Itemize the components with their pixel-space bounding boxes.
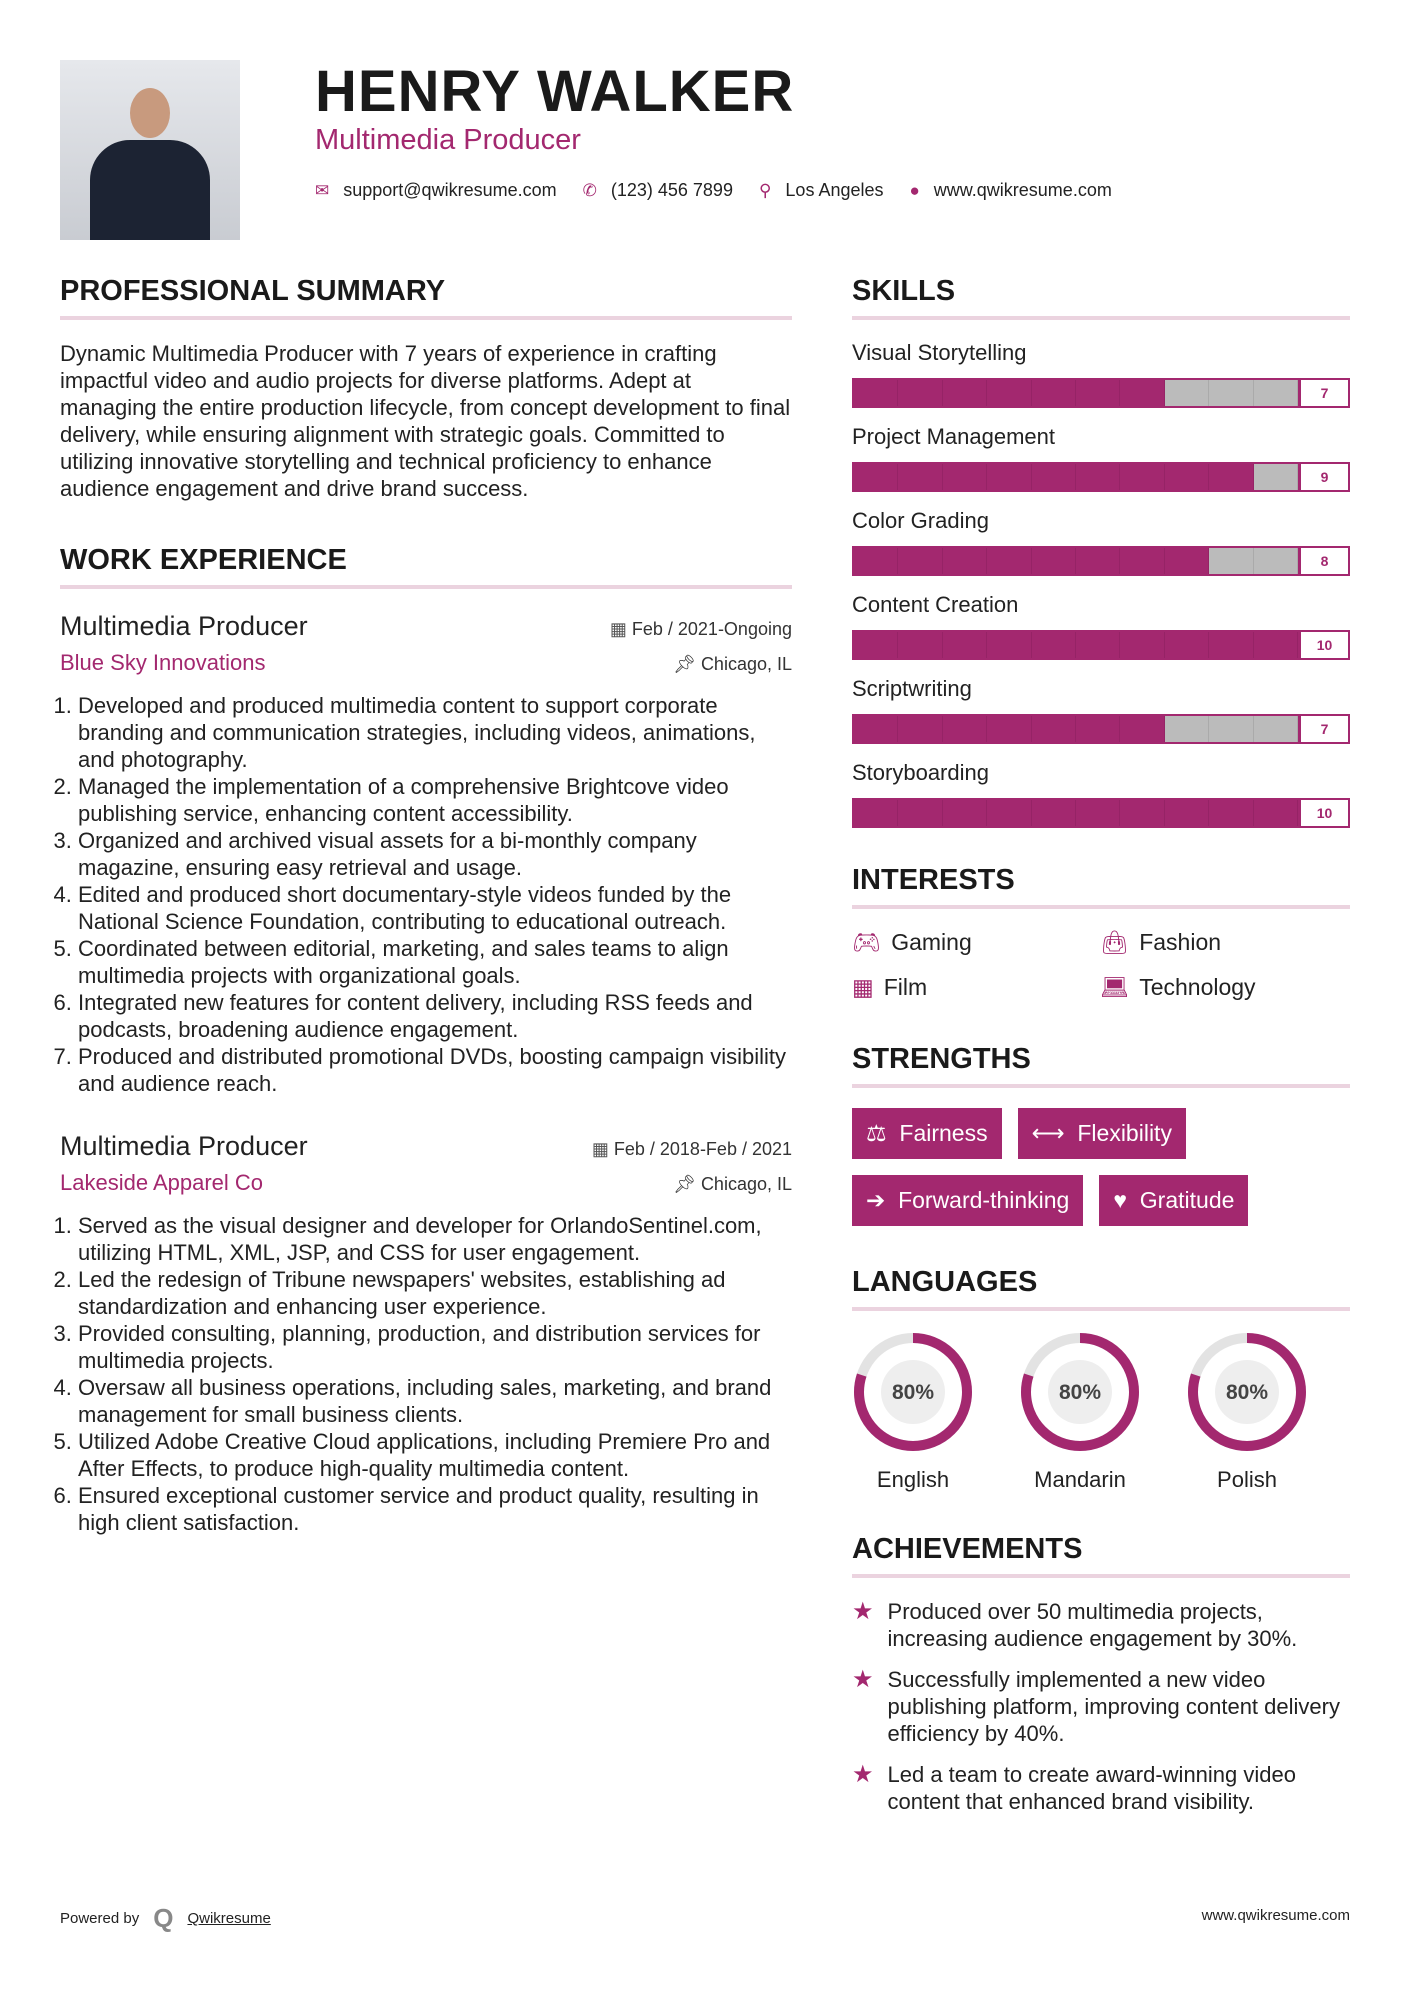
qwikresume-logo-icon: Q xyxy=(153,1903,174,1933)
language-percent: 80% xyxy=(891,1381,935,1404)
achievement-text: Produced over 50 multimedia projects, increasing audience engagement by 30%. xyxy=(887,1599,1298,1651)
arrows-h-icon: ⟷ xyxy=(1031,1120,1065,1146)
skill-segment xyxy=(1165,716,1209,742)
job-entry xyxy=(60,1131,792,1536)
strength-label: Gratitude xyxy=(1139,1187,1235,1213)
skill-segment xyxy=(898,632,942,658)
calendar-icon: ▦ xyxy=(591,1139,614,1159)
language-name: English xyxy=(876,1467,950,1492)
interest-item xyxy=(1100,929,1350,956)
strength-label: Flexibility xyxy=(1077,1120,1172,1146)
language-item xyxy=(1019,1331,1141,1493)
skill-segment xyxy=(898,380,942,406)
job-bullet: 2. Led the redesign of Tribune newspapers' websites, establishing ad standardization and enhancing user experience. xyxy=(78,1266,792,1320)
gamepad-icon: 🎮︎ xyxy=(852,929,882,955)
star-icon: ★ xyxy=(852,1761,874,1788)
pin-icon: 📌︎ xyxy=(673,1174,701,1194)
skill-segment xyxy=(943,548,987,574)
skill-segment xyxy=(987,800,1031,826)
skill-segment xyxy=(1165,548,1209,574)
skill-score: 9 xyxy=(1298,464,1348,490)
language-name: Polish xyxy=(1217,1467,1277,1492)
skill-segment xyxy=(898,716,942,742)
globe-icon: ● xyxy=(909,180,920,200)
skill-item xyxy=(852,676,1350,744)
envelope-icon: ✉ xyxy=(315,180,330,200)
skill-name: Visual Storytelling xyxy=(852,340,1027,365)
skill-segment xyxy=(1209,464,1253,490)
phone-icon: ✆ xyxy=(582,180,597,200)
language-ring xyxy=(852,1331,974,1453)
brand-link[interactable]: Qwikresume xyxy=(187,1910,271,1927)
bag-icon: 👜︎ xyxy=(1100,929,1130,955)
skill-segment xyxy=(1254,548,1298,574)
skill-segment xyxy=(1120,380,1164,406)
right-column xyxy=(852,275,1350,1829)
skill-name: Scriptwriting xyxy=(852,676,972,701)
job-bullet: 4. Edited and produced short documentary-style videos funded by the National Science Foundation, contributing to educational outreach. xyxy=(78,881,792,935)
skill-segment xyxy=(1254,464,1298,490)
achievements-heading: ACHIEVEMENTS xyxy=(852,1533,1350,1578)
job-bullet: 6. Ensured exceptional customer service and product quality, resulting in high client satisfaction. xyxy=(78,1482,792,1536)
job-bullet: 1. Served as the visual designer and developer for OrlandoSentinel.com, utilizing HTML, XML, JSP, and CSS for user engagement. xyxy=(78,1212,792,1266)
job-bullet: 5. Utilized Adobe Creative Cloud applications, including Premiere Pro and After Effects, to produce high-quality multimedia content. xyxy=(78,1428,792,1482)
skill-segment xyxy=(987,548,1031,574)
job-bullet: 6. Integrated new features for content delivery, including RSS feeds and podcasts, broadening audience engagement. xyxy=(78,989,792,1043)
skill-segment xyxy=(898,548,942,574)
skill-segment xyxy=(1120,632,1164,658)
job-bullet: 3. Organized and archived visual assets for a bi-monthly company magazine, ensuring easy retrieval and usage. xyxy=(78,827,792,881)
skill-segment xyxy=(987,464,1031,490)
footer-site[interactable]: www.qwikresume.com xyxy=(1201,1907,1350,1924)
interest-item xyxy=(852,974,1100,1001)
phone: (123) 456 7899 xyxy=(610,180,733,200)
skill-name: Content Creation xyxy=(852,592,1019,617)
map-marker-icon: ⚲ xyxy=(758,180,772,200)
arrow-right-icon: ➔ xyxy=(866,1187,886,1213)
heart-icon: ♥ xyxy=(1113,1187,1128,1213)
skill-segment xyxy=(987,716,1031,742)
job-bullet: 1. Developed and produced multimedia content to support corporate branding and communication strategies, including videos, animations, and photography. xyxy=(78,692,792,773)
job-location: Chicago, IL xyxy=(700,654,792,674)
pin-icon: 📌︎ xyxy=(673,654,701,674)
skill-segment xyxy=(1209,632,1253,658)
job-dates: Feb / 2021-Ongoing xyxy=(631,619,792,639)
skill-segment xyxy=(1120,716,1164,742)
skill-segment xyxy=(1032,464,1076,490)
interest-label: Technology xyxy=(1139,974,1256,1000)
achievement-text: Led a team to create award-winning video content that enhanced brand visibility. xyxy=(887,1762,1296,1814)
skill-segment xyxy=(1254,716,1298,742)
email[interactable]: support@qwikresume.com xyxy=(343,180,557,200)
skill-segment xyxy=(1209,716,1253,742)
achievement-item xyxy=(852,1666,1350,1747)
skill-bar xyxy=(852,462,1350,492)
powered-by: Powered by xyxy=(60,1910,140,1927)
skill-segment xyxy=(854,716,898,742)
job-bullet: 4. Oversaw all business operations, including sales, marketing, and brand management for small business clients. xyxy=(78,1374,792,1428)
achievement-item xyxy=(852,1761,1350,1815)
skill-item xyxy=(852,760,1350,828)
skill-segment xyxy=(854,380,898,406)
skill-name: Color Grading xyxy=(852,508,989,533)
skill-segment xyxy=(1032,800,1076,826)
candidate-name: HENRY WALKER xyxy=(315,59,795,124)
skill-segment xyxy=(943,380,987,406)
job-bullet: 3. Provided consulting, planning, production, and distribution services for multimedia projects. xyxy=(78,1320,792,1374)
left-column xyxy=(60,275,792,1536)
skill-score: 7 xyxy=(1298,716,1348,742)
strength-label: Forward-thinking xyxy=(898,1187,1070,1213)
skill-segment xyxy=(943,632,987,658)
location: Los Angeles xyxy=(785,180,884,200)
skill-segment xyxy=(1032,632,1076,658)
skill-segment xyxy=(943,716,987,742)
skill-bar xyxy=(852,546,1350,576)
film-icon: ▦ xyxy=(852,974,874,1000)
skill-segment xyxy=(854,632,898,658)
skill-segment xyxy=(1032,716,1076,742)
job-title: Multimedia Producer xyxy=(60,611,308,641)
skill-segment xyxy=(1076,632,1120,658)
skill-name: Storyboarding xyxy=(852,760,989,785)
job-entry xyxy=(60,611,792,1097)
skill-item xyxy=(852,592,1350,660)
skill-segment xyxy=(854,548,898,574)
languages-heading: LANGUAGES xyxy=(852,1266,1350,1311)
summary-text: Dynamic Multimedia Producer with 7 years of experience in crafting impactful video and audio projects for diverse platforms. Adept at managing the entire production lifecycle, from concept development to final delivery, while ensuring alignment with strategic goals. Committed to utilizing innovative storytelling and technical proficiency to enhance audience engagement and drive brand success. xyxy=(60,341,791,501)
calendar-icon: ▦ xyxy=(609,619,632,639)
skill-segment xyxy=(898,464,942,490)
skill-segment xyxy=(1165,632,1209,658)
skill-score: 10 xyxy=(1298,632,1348,658)
skill-item xyxy=(852,340,1350,408)
job-location: Chicago, IL xyxy=(700,1174,792,1194)
language-name: Mandarin xyxy=(1034,1467,1126,1492)
achievement-text: Successfully implemented a new video publishing platform, improving content delivery efficiency by 40%. xyxy=(887,1667,1340,1746)
skill-segment xyxy=(943,464,987,490)
skill-segment xyxy=(1209,800,1253,826)
website[interactable]: www.qwikresume.com xyxy=(933,180,1112,200)
interest-label: Fashion xyxy=(1139,929,1222,955)
language-item xyxy=(1186,1331,1308,1493)
skill-segment xyxy=(1254,632,1298,658)
contact-bar xyxy=(315,180,1124,201)
work-heading: WORK EXPERIENCE xyxy=(60,544,792,589)
strength-badge xyxy=(1099,1175,1248,1226)
skill-segment xyxy=(1120,548,1164,574)
skill-segment xyxy=(1165,380,1209,406)
language-percent: 80% xyxy=(1225,1381,1269,1404)
job-company: Blue Sky Innovations xyxy=(60,650,266,675)
laptop-icon: 💻︎ xyxy=(1100,974,1130,1000)
star-icon: ★ xyxy=(852,1666,874,1693)
language-percent: 80% xyxy=(1058,1381,1102,1404)
job-bullet: 7. Produced and distributed promotional DVDs, boosting campaign visibility and audience reach. xyxy=(78,1043,792,1097)
skill-segment xyxy=(1209,548,1253,574)
strength-badge xyxy=(852,1175,1083,1226)
skill-segment xyxy=(1032,380,1076,406)
language-ring xyxy=(1186,1331,1308,1453)
skill-segment xyxy=(1254,380,1298,406)
job-bullet: 2. Managed the implementation of a comprehensive Brightcove video publishing service, enhancing content accessibility. xyxy=(78,773,792,827)
skill-segment xyxy=(1165,464,1209,490)
skill-item xyxy=(852,508,1350,576)
footer-powered xyxy=(60,1903,271,1934)
language-item xyxy=(852,1331,974,1493)
skill-segment xyxy=(987,380,1031,406)
interest-label: Gaming xyxy=(891,929,972,955)
skill-segment xyxy=(1076,380,1120,406)
skill-segment xyxy=(1120,800,1164,826)
skill-item xyxy=(852,424,1350,492)
interests-heading: INTERESTS xyxy=(852,864,1350,909)
skill-segment xyxy=(1032,548,1076,574)
skill-segment xyxy=(1209,380,1253,406)
achievement-item xyxy=(852,1598,1350,1652)
skill-segment xyxy=(987,632,1031,658)
skills-heading: SKILLS xyxy=(852,275,1350,320)
candidate-title: Multimedia Producer xyxy=(315,124,581,156)
job-dates: Feb / 2018-Feb / 2021 xyxy=(613,1139,792,1159)
skill-segment xyxy=(854,464,898,490)
language-ring xyxy=(1019,1331,1141,1453)
job-title: Multimedia Producer xyxy=(60,1131,308,1161)
skill-score: 10 xyxy=(1298,800,1348,826)
star-icon: ★ xyxy=(852,1598,874,1625)
job-company: Lakeside Apparel Co xyxy=(60,1170,264,1195)
skill-segment xyxy=(1076,800,1120,826)
strength-badge xyxy=(852,1108,1002,1159)
job-bullet: 5. Coordinated between editorial, marketing, and sales teams to align multimedia projects with organizational goals. xyxy=(78,935,792,989)
profile-photo xyxy=(60,60,240,240)
skill-segment xyxy=(943,800,987,826)
skill-score: 8 xyxy=(1298,548,1348,574)
skill-segment xyxy=(1165,800,1209,826)
summary-heading: PROFESSIONAL SUMMARY xyxy=(60,275,792,320)
strength-label: Fairness xyxy=(899,1120,988,1146)
skill-bar xyxy=(852,714,1350,744)
skill-segment xyxy=(854,800,898,826)
skill-score: 7 xyxy=(1298,380,1348,406)
skill-segment xyxy=(1076,716,1120,742)
balance-scale-icon: ⚖ xyxy=(866,1120,887,1146)
interest-item xyxy=(1100,974,1350,1001)
skill-segment xyxy=(1076,548,1120,574)
skill-segment xyxy=(1254,800,1298,826)
skill-segment xyxy=(1120,464,1164,490)
skill-bar xyxy=(852,630,1350,660)
strengths-heading: STRENGTHS xyxy=(852,1043,1350,1088)
skill-bar xyxy=(852,378,1350,408)
skill-segment xyxy=(1076,464,1120,490)
interest-item xyxy=(852,929,1100,956)
strength-badge xyxy=(1018,1108,1186,1159)
interest-label: Film xyxy=(883,974,928,1000)
skill-bar xyxy=(852,798,1350,828)
skill-name: Project Management xyxy=(852,424,1055,449)
skill-segment xyxy=(898,800,942,826)
